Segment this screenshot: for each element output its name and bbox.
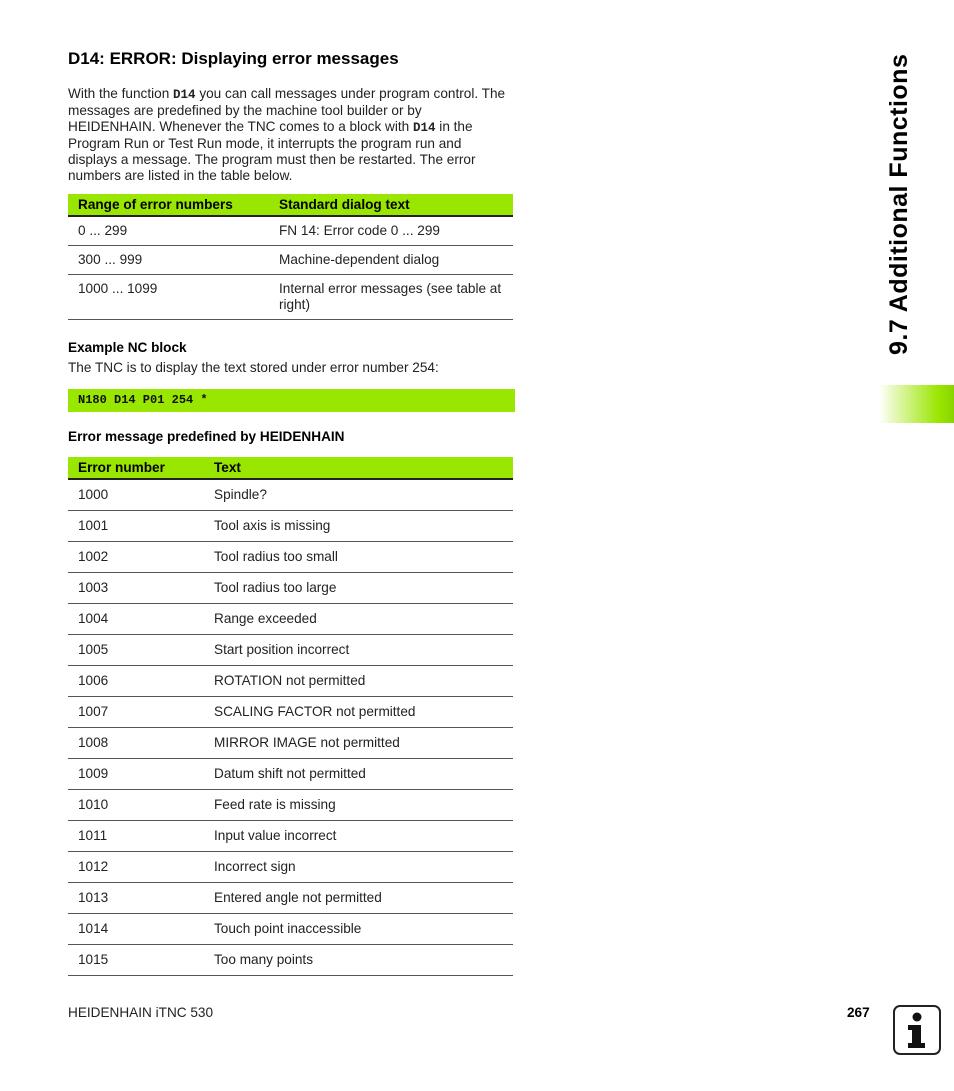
page-number: 267 xyxy=(847,1005,870,1020)
table-row xyxy=(68,604,513,635)
table-cell: 1015 xyxy=(68,945,204,976)
error-range-table xyxy=(68,194,513,320)
table-cell: 300 ... 999 xyxy=(68,246,269,275)
table-row xyxy=(68,542,513,573)
table-row xyxy=(68,759,513,790)
table-cell: 1000 ... 1099 xyxy=(68,275,269,320)
table-row xyxy=(68,216,513,246)
inline-code-d14: D14 xyxy=(413,121,436,135)
table-cell: Tool axis is missing xyxy=(204,511,513,542)
table-row xyxy=(68,511,513,542)
table-cell: Touch point inaccessible xyxy=(204,914,513,945)
info-icon-glyph xyxy=(895,1007,939,1053)
table-header-row xyxy=(68,194,513,216)
chapter-side-title: 9.7 Additional Functions xyxy=(885,53,913,355)
intro-text-2: you can call messages under program control. The messages are predefined by the machine tool builder or by HEIDENHAIN. Whenever the TNC comes to a block with xyxy=(68,86,506,134)
table-row xyxy=(68,728,513,759)
table-cell: Tool radius too large xyxy=(204,573,513,604)
table-cell: 1012 xyxy=(68,852,204,883)
table-cell: 1007 xyxy=(68,697,204,728)
table-row xyxy=(68,573,513,604)
nc-code-block: N180 D14 P01 254 * xyxy=(68,389,515,412)
column-header: Error number xyxy=(68,457,204,479)
table-row xyxy=(68,666,513,697)
error-message-table xyxy=(68,457,513,976)
table-cell: SCALING FACTOR not permitted xyxy=(204,697,513,728)
table-row xyxy=(68,852,513,883)
table-header-row xyxy=(68,457,513,479)
table-cell: 1001 xyxy=(68,511,204,542)
table-cell: Input value incorrect xyxy=(204,821,513,852)
table-cell: Feed rate is missing xyxy=(204,790,513,821)
example-text: The TNC is to display the text stored under error number 254: xyxy=(68,360,439,375)
table-cell: 0 ... 299 xyxy=(68,216,269,246)
table-cell: Internal error messages (see table at right) xyxy=(269,275,513,320)
table-row xyxy=(68,821,513,852)
table-cell: 1010 xyxy=(68,790,204,821)
table-row xyxy=(68,914,513,945)
info-icon xyxy=(893,1005,941,1055)
table-row xyxy=(68,479,513,511)
table-cell: 1011 xyxy=(68,821,204,852)
example-title: Example NC block xyxy=(68,340,187,355)
intro-text-3: in the Program Run or Test Run mode, it interrupts the program run and displays a message. The program must then be restarted. The error numbers are listed in the table below. xyxy=(68,119,476,183)
table-cell: Range exceeded xyxy=(204,604,513,635)
table-cell: Spindle? xyxy=(204,479,513,511)
table-cell: Tool radius too small xyxy=(204,542,513,573)
table-cell: 1009 xyxy=(68,759,204,790)
section-heading: D14: ERROR: Displaying error messages xyxy=(68,49,399,68)
predefined-title: Error message predefined by HEIDENHAIN xyxy=(68,429,345,444)
table-row xyxy=(68,697,513,728)
table-cell: Machine-dependent dialog xyxy=(269,246,513,275)
table-cell: FN 14: Error code 0 ... 299 xyxy=(269,216,513,246)
table-cell: 1000 xyxy=(68,479,204,511)
chapter-tab-marker xyxy=(879,385,954,423)
table-row xyxy=(68,275,513,320)
table-cell: 1004 xyxy=(68,604,204,635)
inline-code-d14: D14 xyxy=(173,88,196,102)
table-row xyxy=(68,790,513,821)
column-header: Text xyxy=(204,457,513,479)
table-row xyxy=(68,945,513,976)
intro-text-1: With the function xyxy=(68,86,174,101)
table-cell: MIRROR IMAGE not permitted xyxy=(204,728,513,759)
table-cell: 1002 xyxy=(68,542,204,573)
table-cell: Too many points xyxy=(204,945,513,976)
table-row xyxy=(68,246,513,275)
table-cell: Incorrect sign xyxy=(204,852,513,883)
table-cell: Entered angle not permitted xyxy=(204,883,513,914)
table-cell: 1014 xyxy=(68,914,204,945)
column-header: Standard dialog text xyxy=(269,194,513,216)
table-cell: 1013 xyxy=(68,883,204,914)
table-row xyxy=(68,883,513,914)
table-cell: 1008 xyxy=(68,728,204,759)
table-cell: Datum shift not permitted xyxy=(204,759,513,790)
table-cell: 1005 xyxy=(68,635,204,666)
column-header: Range of error numbers xyxy=(68,194,269,216)
table-cell: 1003 xyxy=(68,573,204,604)
intro-paragraph xyxy=(68,86,513,184)
table-cell: Start position incorrect xyxy=(204,635,513,666)
footer-product: HEIDENHAIN iTNC 530 xyxy=(68,1005,214,1020)
table-cell: ROTATION not permitted xyxy=(204,666,513,697)
table-cell: 1006 xyxy=(68,666,204,697)
table-row xyxy=(68,635,513,666)
